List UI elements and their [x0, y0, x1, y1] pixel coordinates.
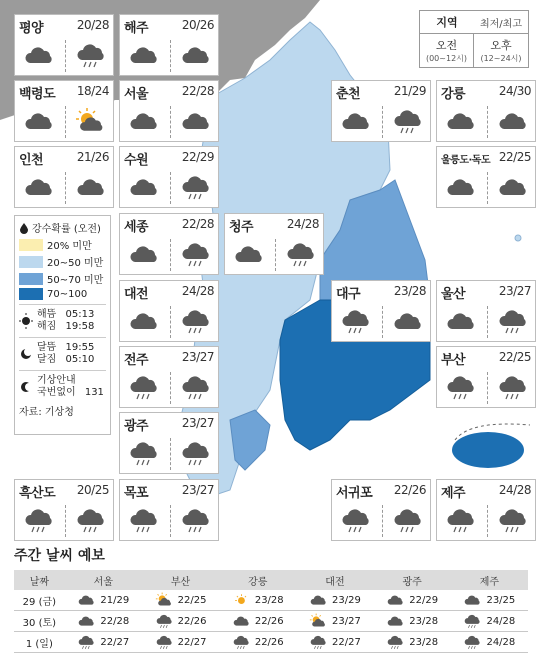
card-divider	[65, 40, 66, 72]
cloud-rain-icon	[180, 373, 214, 401]
weekly-row	[14, 611, 528, 632]
city-temp: 20/28	[76, 18, 109, 32]
weekly-temp: 22/26	[254, 636, 284, 648]
city-card-4	[331, 80, 431, 142]
cloud-rain-icon	[75, 506, 109, 534]
cloud-icon	[309, 592, 329, 608]
city-temp: 24/28	[498, 483, 531, 497]
city-card-5	[436, 80, 536, 142]
cloud-icon	[463, 592, 483, 608]
cloud-icon	[23, 107, 57, 135]
weekly-cell	[451, 632, 528, 653]
weekly-cell	[65, 611, 142, 632]
city-name: 서귀포	[336, 486, 373, 501]
weekly-cell	[65, 632, 142, 653]
weekly-title: 주간 날씨 예보	[14, 548, 105, 564]
weekly-header-2: 부산	[142, 570, 219, 590]
cloud-rain-icon	[23, 506, 57, 534]
city-name: 대전	[124, 287, 149, 302]
cloud-icon	[497, 107, 531, 135]
city-card-3	[119, 80, 219, 142]
city-card-6	[14, 146, 114, 208]
cloud-icon	[497, 173, 531, 201]
cloud-icon	[75, 173, 109, 201]
card-divider	[65, 106, 66, 138]
cloud-icon	[445, 307, 479, 335]
weekly-cell	[374, 611, 451, 632]
cloud-icon	[128, 41, 162, 69]
weekly-cell	[374, 590, 451, 611]
weekly-header-4: 대전	[296, 570, 373, 590]
city-temp: 24/30	[498, 84, 531, 98]
cloud-rain-icon	[155, 613, 175, 629]
card-divider	[170, 239, 171, 271]
crescent-icon	[19, 375, 33, 399]
weekly-temp: 23/28	[409, 636, 439, 648]
card-divider	[170, 40, 171, 72]
cloud-rain-icon	[155, 634, 175, 650]
city-card-17	[14, 479, 114, 541]
weekly-cell	[219, 611, 296, 632]
cloud-rain-icon	[180, 439, 214, 467]
city-temp: 22/26	[393, 483, 426, 497]
city-name: 수원	[124, 153, 149, 168]
card-divider	[275, 239, 276, 271]
legend-swatch	[19, 273, 43, 285]
weekly-temp: 23/25	[486, 594, 516, 606]
sun-cloud-icon	[75, 107, 109, 135]
weekly-temp: 22/27	[100, 636, 130, 648]
weekly-cell	[65, 590, 142, 611]
city-card-15	[436, 346, 536, 408]
cloud-rain-icon	[392, 506, 426, 534]
weekly-table	[14, 570, 528, 653]
legend-panel	[14, 215, 111, 435]
key-pm-sub: (12~24시)	[480, 54, 522, 63]
card-divider	[170, 172, 171, 204]
city-card-0	[14, 14, 114, 76]
legend-level-label: 20~50 미만	[47, 258, 104, 269]
city-temp: 22/28	[181, 84, 214, 98]
cloud-rain-icon	[497, 506, 531, 534]
city-card-12	[331, 280, 431, 342]
source-label: 자료: 기상청	[19, 407, 74, 418]
city-temp: 20/25	[76, 483, 109, 497]
cloud-rain-icon	[180, 307, 214, 335]
cloud-icon	[77, 613, 97, 629]
cloud-rain-icon	[445, 373, 479, 401]
weekly-header-0: 날짜	[14, 570, 65, 590]
moon-icon	[19, 342, 33, 366]
city-name: 강릉	[441, 87, 466, 102]
cloud-rain-icon	[340, 307, 374, 335]
weekly-cell	[142, 611, 219, 632]
info-label-2: 국번없이	[37, 387, 76, 398]
card-divider	[170, 306, 171, 338]
weekly-cell	[296, 590, 373, 611]
weekly-temp: 22/27	[177, 636, 207, 648]
weekly-cell	[219, 590, 296, 611]
weekly-header-5: 광주	[374, 570, 451, 590]
city-name: 춘천	[336, 87, 361, 102]
cloud-rain-icon	[285, 240, 319, 268]
moonrise-time: 19:55	[65, 342, 95, 353]
card-divider	[487, 505, 488, 537]
city-temp: 23/28	[393, 284, 426, 298]
weekly-cell	[142, 590, 219, 611]
city-card-18	[119, 479, 219, 541]
weekly-temp: 23/28	[254, 594, 284, 606]
city-card-2	[14, 80, 114, 142]
weekly-temp: 22/28	[100, 615, 130, 627]
city-temp: 21/29	[393, 84, 426, 98]
cloud-icon	[180, 41, 214, 69]
weekly-date: 1 (일)	[14, 632, 65, 653]
city-card-8	[436, 146, 536, 208]
weekly-cell	[142, 632, 219, 653]
city-card-7	[119, 146, 219, 208]
city-card-19	[331, 479, 431, 541]
card-divider	[487, 306, 488, 338]
city-name: 백령도	[19, 87, 56, 102]
city-card-9	[119, 213, 219, 275]
info-number: 131	[84, 387, 104, 398]
sun-cloud-icon	[155, 592, 175, 608]
key-am-sub: (00~12시)	[425, 54, 468, 63]
city-temp: 20/26	[181, 18, 214, 32]
city-temp: 22/28	[181, 217, 214, 231]
cloud-rain-icon	[180, 506, 214, 534]
weekly-date: 30 (토)	[14, 611, 65, 632]
card-divider	[487, 106, 488, 138]
city-name: 광주	[124, 419, 149, 434]
legend-level-3	[19, 288, 106, 300]
cloud-icon	[233, 240, 267, 268]
city-temp: 23/27	[498, 284, 531, 298]
city-name: 전주	[124, 353, 149, 368]
weekly-cell	[374, 632, 451, 653]
city-temp: 22/29	[181, 150, 214, 164]
weekly-header-3: 강릉	[219, 570, 296, 590]
cloud-rain-icon	[340, 506, 374, 534]
city-name: 울산	[441, 287, 466, 302]
sun-icon	[19, 309, 33, 333]
cloud-icon	[392, 307, 426, 335]
card-divider	[170, 438, 171, 470]
cloud-icon	[23, 173, 57, 201]
card-divider	[170, 106, 171, 138]
cloud-rain-icon	[128, 439, 162, 467]
cloud-rain-icon	[128, 373, 162, 401]
cloud-rain-icon	[128, 506, 162, 534]
weekly-temp: 23/29	[332, 594, 361, 606]
city-name: 부산	[441, 353, 466, 368]
city-name: 제주	[441, 486, 466, 501]
weekly-header-6: 제주	[451, 570, 528, 590]
cloud-icon	[128, 173, 162, 201]
city-name: 울릉도·독도	[441, 155, 491, 166]
weekly-temp: 24/28	[486, 615, 516, 627]
cloud-rain-icon	[392, 107, 426, 135]
key-region-label: 지역	[436, 16, 458, 29]
weekly-temp: 22/26	[177, 615, 207, 627]
legend-swatch	[19, 288, 43, 300]
legend-level-2	[19, 271, 106, 286]
city-temp: 21/26	[76, 150, 109, 164]
weekly-temp: 23/28	[409, 615, 439, 627]
raindrop-icon	[19, 222, 29, 234]
weekly-cell	[296, 632, 373, 653]
city-temp: 23/27	[181, 350, 214, 364]
jeju-island	[452, 432, 524, 468]
city-name: 평양	[19, 21, 44, 36]
weekly-temp: 23/27	[332, 615, 361, 627]
weekly-header-1: 서울	[65, 570, 142, 590]
card-divider	[170, 372, 171, 404]
weekly-temp: 24/28	[486, 636, 516, 648]
cloud-icon	[77, 592, 97, 608]
moonset-time: 05:10	[65, 354, 95, 365]
key-range-label: 최저/최고	[479, 18, 522, 30]
cloud-icon	[23, 41, 57, 69]
cloud-rain-icon	[309, 634, 329, 650]
city-name: 청주	[229, 220, 254, 235]
weekly-cell	[451, 590, 528, 611]
city-card-20	[436, 479, 536, 541]
cloud-rain-icon	[463, 634, 483, 650]
city-card-1	[119, 14, 219, 76]
sunrise-label: 해뜸	[37, 309, 57, 320]
weekly-cell	[219, 632, 296, 653]
sunrise-time: 05:13	[65, 309, 95, 320]
cloud-rain-icon	[386, 634, 406, 650]
key-pm-label: 오후	[490, 39, 512, 52]
weekly-temp: 22/29	[409, 594, 439, 606]
cloud-rain-icon	[232, 634, 252, 650]
sunset-time: 19:58	[65, 321, 95, 332]
legend-level-label: 70~100	[47, 288, 88, 300]
city-card-10	[224, 213, 324, 275]
legend-level-label: 20% 미만	[47, 241, 92, 252]
weekly-temp: 22/26	[254, 615, 284, 627]
city-temp: 22/25	[498, 150, 531, 164]
city-temp: 23/27	[181, 416, 214, 430]
city-card-14	[119, 346, 219, 408]
cloud-icon	[128, 307, 162, 335]
city-name: 흑산도	[19, 486, 56, 501]
city-temp: 24/28	[181, 284, 214, 298]
cloud-icon	[180, 107, 214, 135]
city-card-11	[119, 280, 219, 342]
legend-level-0	[19, 237, 106, 252]
legend-level-label: 50~70 미만	[47, 275, 104, 286]
cloud-rain-icon	[77, 634, 97, 650]
forecast-key	[419, 10, 529, 68]
city-temp: 22/25	[498, 350, 531, 364]
cloud-rain-icon	[497, 307, 531, 335]
cloud-rain-icon	[180, 240, 214, 268]
city-temp: 24/28	[286, 217, 319, 231]
cloud-rain-icon	[75, 41, 109, 69]
ulleungdo-island	[515, 235, 521, 241]
card-divider	[382, 306, 383, 338]
card-divider	[487, 172, 488, 204]
sunset-label: 해짐	[37, 321, 57, 332]
weekly-row	[14, 590, 528, 611]
sun-icon	[232, 592, 252, 608]
card-divider	[170, 505, 171, 537]
cloud-rain-icon	[180, 173, 214, 201]
weekly-temp: 22/25	[177, 594, 207, 606]
cloud-icon	[445, 107, 479, 135]
cloud-icon	[128, 107, 162, 135]
city-name: 대구	[336, 287, 361, 302]
weekly-temp: 22/27	[332, 636, 361, 648]
sun-cloud-icon	[309, 613, 329, 629]
weekly-cell	[296, 611, 373, 632]
cloud-rain-icon	[497, 373, 531, 401]
weekly-forecast	[14, 545, 528, 653]
cloud-icon	[340, 107, 374, 135]
city-temp: 23/27	[181, 483, 214, 497]
cloud-icon	[445, 173, 479, 201]
info-label-1: 기상안내	[37, 375, 76, 386]
legend-swatch	[19, 239, 43, 251]
key-am-label: 오전	[435, 39, 458, 52]
city-name: 세종	[124, 220, 149, 235]
weekly-date: 29 (금)	[14, 590, 65, 611]
city-temp: 18/24	[76, 84, 109, 98]
card-divider	[487, 372, 488, 404]
city-card-13	[436, 280, 536, 342]
cloud-rain-icon	[445, 506, 479, 534]
card-divider	[65, 505, 66, 537]
weekly-temp: 21/29	[100, 594, 130, 606]
city-name: 서울	[124, 87, 149, 102]
cloud-icon	[386, 592, 406, 608]
cloud-icon	[232, 613, 252, 629]
city-name: 해주	[124, 21, 149, 36]
cloud-icon	[128, 240, 162, 268]
weekly-row	[14, 632, 528, 653]
moonset-label: 달짐	[37, 354, 57, 365]
weekly-cell	[451, 611, 528, 632]
cloud-rain-icon	[463, 613, 483, 629]
southwest-medium-region	[230, 410, 270, 470]
moonrise-label: 달뜸	[37, 342, 57, 353]
legend-title: 강수확률 (오전)	[32, 224, 101, 235]
city-card-16	[119, 412, 219, 474]
city-name: 인천	[19, 153, 44, 168]
legend-level-1	[19, 254, 106, 269]
legend-swatch	[19, 256, 43, 268]
cloud-icon	[386, 613, 406, 629]
city-name: 목포	[124, 486, 149, 501]
card-divider	[65, 172, 66, 204]
card-divider	[382, 106, 383, 138]
card-divider	[382, 505, 383, 537]
